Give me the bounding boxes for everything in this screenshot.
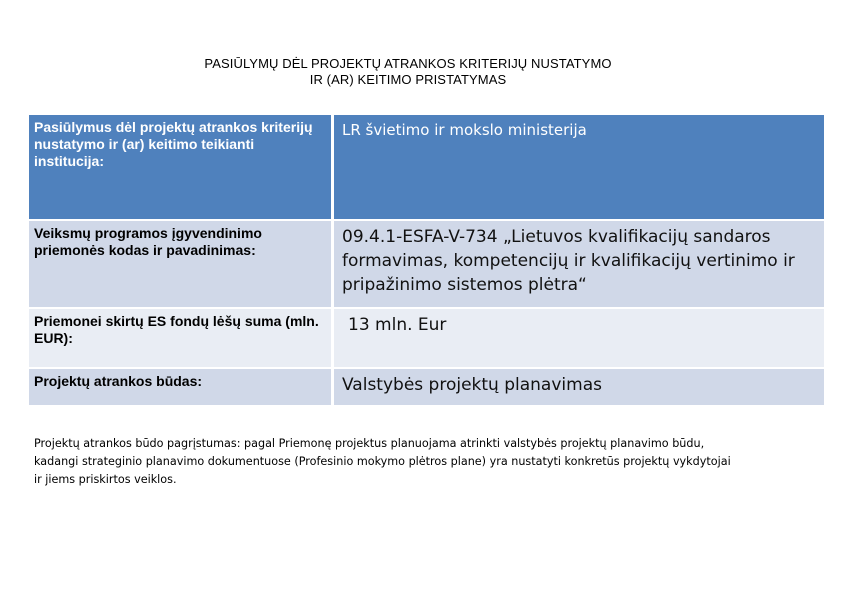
- row-value: Valstybės projektų planavimas: [331, 369, 824, 405]
- table-row: [29, 221, 824, 307]
- row-value: 13 mln. Eur: [331, 309, 824, 367]
- table-row: [29, 369, 824, 405]
- title-line-1: PASIŪLYMŲ DĖL PROJEKTŲ ATRANKOS KRITERIJŲ NUSTATYMO: [204, 56, 612, 71]
- row-label: Pasiūlymus dėl projektų atrankos kriterijų nustatymo ir (ar) keitimo teikianti institucija:: [29, 115, 331, 219]
- row-label: Projektų atrankos būdas:: [29, 369, 331, 405]
- row-label: Veiksmų programos įgyvendinimo priemonės kodas ir pavadinimas:: [29, 221, 331, 307]
- table-row: [29, 115, 824, 219]
- row-value: LR švietimo ir mokslo ministerija: [331, 115, 824, 219]
- row-value: 09.4.1-ESFA-V-734 „Lietuvos kvalifikacijų sandaros formavimas, kompetencijų ir kvalifikacijų vertinimo ir pripažinimo sistemos plėtra“: [331, 221, 824, 307]
- table-row: [29, 309, 824, 367]
- justification-note: Projektų atrankos būdo pagrįstumas: pagal Priemonę projektus planuojama atrinkti valstybės projektų planavimo būdu, kadangi strateginio planavimo dokumentuose (Profesinio mokymo plėtros plane) yra nustatyti konkretūs projektų vykdytojai ir jiems priskirtos veiklos.: [34, 437, 731, 486]
- row-label: Priemonei skirtų ES fondų lėšų suma (mln. EUR):: [29, 309, 331, 367]
- title-line-2: IR (AR) KEITIMO PRISTATYMAS: [309, 72, 507, 87]
- page-title: [0, 56, 816, 88]
- info-table: [29, 115, 824, 405]
